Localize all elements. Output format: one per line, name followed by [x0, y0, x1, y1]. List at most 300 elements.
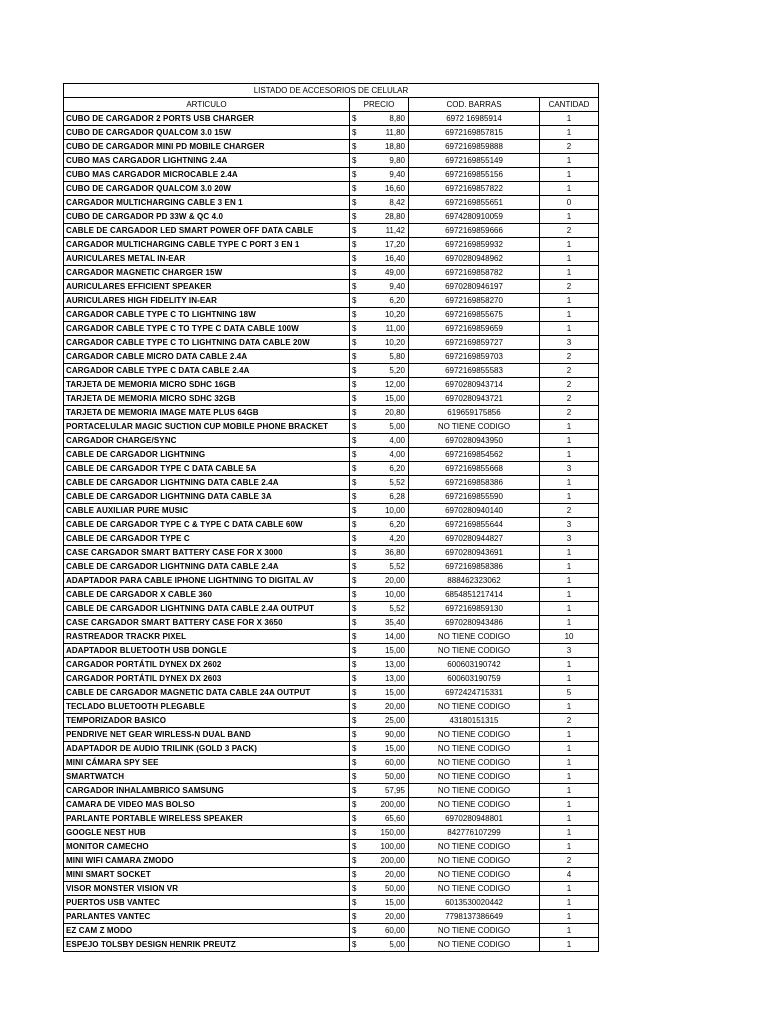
- cell-currency-symbol: $: [350, 434, 364, 448]
- table-row: [64, 476, 599, 490]
- table-row: [64, 280, 599, 294]
- table-row: [64, 112, 599, 126]
- table-row: [64, 840, 599, 854]
- cell-cantidad: 1: [540, 294, 599, 308]
- cell-articulo: PUERTOS USB VANTEC: [64, 896, 350, 910]
- cell-currency-symbol: $: [350, 392, 364, 406]
- table-row: [64, 574, 599, 588]
- cell-precio: 15,00: [364, 686, 409, 700]
- cell-cod-barras: 6854851217414: [409, 588, 540, 602]
- table-row: [64, 784, 599, 798]
- cell-articulo: TARJETA DE MEMORIA IMAGE MATE PLUS 64GB: [64, 406, 350, 420]
- cell-cantidad: 2: [540, 350, 599, 364]
- table-row: [64, 770, 599, 784]
- cell-cod-barras: 6972169858386: [409, 560, 540, 574]
- cell-cod-barras: 6972169855583: [409, 364, 540, 378]
- cell-precio: 5,20: [364, 364, 409, 378]
- cell-precio: 50,00: [364, 882, 409, 896]
- cell-currency-symbol: $: [350, 742, 364, 756]
- cell-cantidad: 3: [540, 532, 599, 546]
- table-row: [64, 504, 599, 518]
- cell-currency-symbol: $: [350, 378, 364, 392]
- cell-precio: 17,20: [364, 238, 409, 252]
- cell-cantidad: 1: [540, 728, 599, 742]
- cell-cantidad: 1: [540, 896, 599, 910]
- cell-precio: 4,00: [364, 434, 409, 448]
- cell-cod-barras: 888462323062: [409, 574, 540, 588]
- cell-cantidad: 1: [540, 700, 599, 714]
- cell-cantidad: 1: [540, 784, 599, 798]
- table-row: [64, 490, 599, 504]
- cell-articulo: MONITOR CAMECHO: [64, 840, 350, 854]
- table-title: LISTADO DE ACCESORIOS DE CELULAR: [64, 84, 599, 98]
- header-articulo: ARTICULO: [64, 98, 350, 112]
- cell-cod-barras: 6972169855149: [409, 154, 540, 168]
- table-row: [64, 224, 599, 238]
- cell-articulo: CARGADOR INHALAMBRICO SAMSUNG: [64, 784, 350, 798]
- cell-currency-symbol: $: [350, 812, 364, 826]
- cell-articulo: TEMPORIZADOR BASICO: [64, 714, 350, 728]
- cell-currency-symbol: $: [350, 546, 364, 560]
- cell-cantidad: 1: [540, 182, 599, 196]
- table-row: [64, 392, 599, 406]
- cell-cod-barras: 619659175856: [409, 406, 540, 420]
- table-row: [64, 420, 599, 434]
- cell-articulo: GOOGLE NEST HUB: [64, 826, 350, 840]
- cell-currency-symbol: $: [350, 210, 364, 224]
- table-row: [64, 350, 599, 364]
- cell-precio: 13,00: [364, 672, 409, 686]
- cell-precio: 12,00: [364, 378, 409, 392]
- table-row: [64, 812, 599, 826]
- cell-cantidad: 1: [540, 812, 599, 826]
- cell-cantidad: 3: [540, 462, 599, 476]
- cell-articulo: CABLE DE CARGADOR X CABLE 360: [64, 588, 350, 602]
- table-row: [64, 168, 599, 182]
- cell-precio: 10,00: [364, 504, 409, 518]
- table-row: [64, 616, 599, 630]
- cell-precio: 13,00: [364, 658, 409, 672]
- cell-precio: 16,40: [364, 252, 409, 266]
- cell-currency-symbol: $: [350, 840, 364, 854]
- cell-articulo: CUBO DE CARGADOR QUALCOM 3.0 15W: [64, 126, 350, 140]
- table-row: [64, 406, 599, 420]
- table-row: [64, 378, 599, 392]
- table-row: [64, 462, 599, 476]
- cell-articulo: CAMARA DE VIDEO MAS BOLSO: [64, 798, 350, 812]
- cell-cod-barras: 6972169855644: [409, 518, 540, 532]
- cell-currency-symbol: $: [350, 308, 364, 322]
- cell-cod-barras: NO TIENE CODIGO: [409, 742, 540, 756]
- cell-precio: 8,42: [364, 196, 409, 210]
- cell-precio: 5,00: [364, 938, 409, 952]
- table-row: [64, 868, 599, 882]
- cell-precio: 15,00: [364, 896, 409, 910]
- table-row: [64, 364, 599, 378]
- table-row: [64, 826, 599, 840]
- cell-articulo: CABLE DE CARGADOR LIGHTNING DATA CABLE 2.4A: [64, 476, 350, 490]
- cell-articulo: SMARTWATCH: [64, 770, 350, 784]
- cell-precio: 14,00: [364, 630, 409, 644]
- cell-precio: 5,52: [364, 560, 409, 574]
- cell-cod-barras: 6970280943950: [409, 434, 540, 448]
- cell-cod-barras: 6970280943714: [409, 378, 540, 392]
- table-row: [64, 294, 599, 308]
- cell-currency-symbol: $: [350, 826, 364, 840]
- table-row: [64, 140, 599, 154]
- cell-cod-barras: NO TIENE CODIGO: [409, 798, 540, 812]
- cell-currency-symbol: $: [350, 868, 364, 882]
- cell-precio: 5,00: [364, 420, 409, 434]
- cell-articulo: CASE CARGADOR SMART BATTERY CASE FOR X 3000: [64, 546, 350, 560]
- cell-currency-symbol: $: [350, 238, 364, 252]
- table-row: [64, 434, 599, 448]
- cell-cantidad: 2: [540, 364, 599, 378]
- cell-cantidad: 1: [540, 322, 599, 336]
- cell-cod-barras: 6970280943486: [409, 616, 540, 630]
- cell-cantidad: 3: [540, 644, 599, 658]
- cell-articulo: CARGADOR MAGNETIC CHARGER 15W: [64, 266, 350, 280]
- cell-cantidad: 1: [540, 420, 599, 434]
- header-precio: PRECIO: [350, 98, 409, 112]
- cell-cod-barras: 6972169859932: [409, 238, 540, 252]
- cell-articulo: TECLADO BLUETOOTH PLEGABLE: [64, 700, 350, 714]
- cell-articulo: RASTREADOR TRACKR PIXEL: [64, 630, 350, 644]
- cell-currency-symbol: $: [350, 154, 364, 168]
- cell-currency-symbol: $: [350, 616, 364, 630]
- cell-cantidad: 1: [540, 826, 599, 840]
- table-row: [64, 182, 599, 196]
- cell-cantidad: 1: [540, 210, 599, 224]
- cell-currency-symbol: $: [350, 602, 364, 616]
- cell-articulo: CARGADOR PORTÁTIL DYNEX DX 2602: [64, 658, 350, 672]
- cell-currency-symbol: $: [350, 196, 364, 210]
- cell-cod-barras: NO TIENE CODIGO: [409, 784, 540, 798]
- cell-cantidad: 1: [540, 756, 599, 770]
- table-row: [64, 644, 599, 658]
- cell-articulo: CABLE DE CARGADOR LIGHTNING DATA CABLE 2.4A OUTPUT: [64, 602, 350, 616]
- cell-currency-symbol: $: [350, 420, 364, 434]
- cell-cod-barras: 6972169858270: [409, 294, 540, 308]
- cell-cod-barras: 6972169855590: [409, 490, 540, 504]
- cell-cantidad: 1: [540, 266, 599, 280]
- cell-precio: 15,00: [364, 392, 409, 406]
- cell-precio: 5,52: [364, 602, 409, 616]
- cell-cod-barras: 6972169855156: [409, 168, 540, 182]
- cell-articulo: AURICULARES METAL IN-EAR: [64, 252, 350, 266]
- cell-articulo: CABLE DE CARGADOR MAGNETIC DATA CABLE 24A OUTPUT: [64, 686, 350, 700]
- cell-currency-symbol: $: [350, 532, 364, 546]
- cell-precio: 6,20: [364, 462, 409, 476]
- cell-precio: 15,00: [364, 742, 409, 756]
- cell-cod-barras: NO TIENE CODIGO: [409, 420, 540, 434]
- cell-cantidad: 3: [540, 336, 599, 350]
- cell-cod-barras: NO TIENE CODIGO: [409, 938, 540, 952]
- cell-currency-symbol: $: [350, 406, 364, 420]
- table-row: [64, 938, 599, 952]
- cell-currency-symbol: $: [350, 518, 364, 532]
- cell-cod-barras: 6972169854562: [409, 448, 540, 462]
- cell-cantidad: 3: [540, 518, 599, 532]
- cell-currency-symbol: $: [350, 350, 364, 364]
- cell-articulo: CUBO MAS CARGADOR LIGHTNING 2.4A: [64, 154, 350, 168]
- cell-articulo: CARGADOR CHARGE/SYNC: [64, 434, 350, 448]
- cell-currency-symbol: $: [350, 630, 364, 644]
- cell-articulo: EZ CAM Z MODO: [64, 924, 350, 938]
- cell-currency-symbol: $: [350, 924, 364, 938]
- cell-precio: 20,00: [364, 910, 409, 924]
- cell-currency-symbol: $: [350, 182, 364, 196]
- cell-articulo: CABLE DE CARGADOR TYPE C & TYPE C DATA CABLE 60W: [64, 518, 350, 532]
- table-row: [64, 518, 599, 532]
- cell-currency-symbol: $: [350, 910, 364, 924]
- table-row: [64, 686, 599, 700]
- accessories-table: [63, 83, 599, 952]
- cell-currency-symbol: $: [350, 588, 364, 602]
- cell-currency-symbol: $: [350, 798, 364, 812]
- cell-currency-symbol: $: [350, 644, 364, 658]
- cell-articulo: CABLE DE CARGADOR LIGHTNING DATA CABLE 2.4A: [64, 560, 350, 574]
- cell-cod-barras: NO TIENE CODIGO: [409, 924, 540, 938]
- cell-cod-barras: 6972169855651: [409, 196, 540, 210]
- cell-cantidad: 2: [540, 224, 599, 238]
- cell-cantidad: 1: [540, 154, 599, 168]
- cell-cod-barras: 6972169857815: [409, 126, 540, 140]
- cell-cantidad: 1: [540, 658, 599, 672]
- cell-cod-barras: NO TIENE CODIGO: [409, 728, 540, 742]
- cell-cantidad: 1: [540, 924, 599, 938]
- cell-cantidad: 1: [540, 490, 599, 504]
- table-row: [64, 196, 599, 210]
- cell-articulo: CUBO DE CARGADOR PD 33W & QC 4.0: [64, 210, 350, 224]
- cell-cantidad: 2: [540, 504, 599, 518]
- cell-precio: 49,00: [364, 266, 409, 280]
- cell-precio: 5,80: [364, 350, 409, 364]
- table-row: [64, 546, 599, 560]
- cell-cantidad: 1: [540, 742, 599, 756]
- cell-precio: 200,00: [364, 798, 409, 812]
- cell-precio: 5,52: [364, 476, 409, 490]
- cell-precio: 60,00: [364, 924, 409, 938]
- cell-cod-barras: 6972169855675: [409, 308, 540, 322]
- cell-articulo: PARLANTES VANTEC: [64, 910, 350, 924]
- cell-currency-symbol: $: [350, 574, 364, 588]
- table-row: [64, 910, 599, 924]
- cell-cod-barras: 6970280943691: [409, 546, 540, 560]
- cell-cod-barras: NO TIENE CODIGO: [409, 630, 540, 644]
- cell-currency-symbol: $: [350, 266, 364, 280]
- cell-cantidad: 1: [540, 574, 599, 588]
- table-row: [64, 560, 599, 574]
- cell-cod-barras: 7798137386649: [409, 910, 540, 924]
- cell-cod-barras: NO TIENE CODIGO: [409, 882, 540, 896]
- cell-precio: 18,80: [364, 140, 409, 154]
- cell-currency-symbol: $: [350, 448, 364, 462]
- cell-precio: 65,60: [364, 812, 409, 826]
- cell-precio: 20,80: [364, 406, 409, 420]
- table-header-row: [64, 98, 599, 112]
- header-cantidad: CANTIDAD: [540, 98, 599, 112]
- cell-cod-barras: 6972 16985914: [409, 112, 540, 126]
- cell-precio: 57,95: [364, 784, 409, 798]
- cell-cod-barras: 6972169859888: [409, 140, 540, 154]
- table-row: [64, 882, 599, 896]
- cell-cantidad: 1: [540, 588, 599, 602]
- table-row: [64, 700, 599, 714]
- cell-precio: 100,00: [364, 840, 409, 854]
- table-title-row: [64, 84, 599, 98]
- cell-articulo: MINI CÁMARA SPY SEE: [64, 756, 350, 770]
- cell-articulo: CUBO MAS CARGADOR MICROCABLE 2.4A: [64, 168, 350, 182]
- cell-cantidad: 1: [540, 168, 599, 182]
- cell-cantidad: 10: [540, 630, 599, 644]
- cell-cod-barras: 6972169859703: [409, 350, 540, 364]
- cell-currency-symbol: $: [350, 112, 364, 126]
- cell-articulo: CARGADOR MULTICHARGING CABLE 3 EN 1: [64, 196, 350, 210]
- cell-articulo: ADAPTADOR PARA CABLE IPHONE LIGHTNING TO DIGITAL AV: [64, 574, 350, 588]
- cell-currency-symbol: $: [350, 728, 364, 742]
- cell-precio: 9,40: [364, 280, 409, 294]
- cell-cod-barras: NO TIENE CODIGO: [409, 644, 540, 658]
- table-row: [64, 126, 599, 140]
- cell-cantidad: 1: [540, 448, 599, 462]
- cell-articulo: CARGADOR CABLE TYPE C TO LIGHTNING DATA CABLE 20W: [64, 336, 350, 350]
- cell-articulo: CASE CARGADOR SMART BATTERY CASE FOR X 3650: [64, 616, 350, 630]
- cell-cod-barras: 6972169859727: [409, 336, 540, 350]
- cell-cantidad: 1: [540, 434, 599, 448]
- table-row: [64, 658, 599, 672]
- cell-currency-symbol: $: [350, 882, 364, 896]
- cell-cod-barras: 6972169855668: [409, 462, 540, 476]
- cell-precio: 60,00: [364, 756, 409, 770]
- cell-cod-barras: 6972169857822: [409, 182, 540, 196]
- table-row: [64, 602, 599, 616]
- cell-currency-symbol: $: [350, 476, 364, 490]
- table-row: [64, 336, 599, 350]
- table-row: [64, 672, 599, 686]
- cell-articulo: CABLE AUXILIAR PURE MUSIC: [64, 504, 350, 518]
- cell-articulo: CARGADOR CABLE TYPE C TO TYPE C DATA CABLE 100W: [64, 322, 350, 336]
- cell-cantidad: 1: [540, 672, 599, 686]
- cell-currency-symbol: $: [350, 140, 364, 154]
- cell-precio: 16,60: [364, 182, 409, 196]
- cell-cantidad: 2: [540, 392, 599, 406]
- cell-cantidad: 1: [540, 252, 599, 266]
- cell-articulo: TARJETA DE MEMORIA MICRO SDHC 16GB: [64, 378, 350, 392]
- cell-cantidad: 4: [540, 868, 599, 882]
- cell-cantidad: 1: [540, 112, 599, 126]
- cell-articulo: ADAPTADOR DE AUDIO TRILINK (GOLD 3 PACK): [64, 742, 350, 756]
- table-row: [64, 756, 599, 770]
- cell-cod-barras: 842776107299: [409, 826, 540, 840]
- cell-articulo: CARGADOR CABLE MICRO DATA CABLE 2.4A: [64, 350, 350, 364]
- cell-articulo: CABLE DE CARGADOR LED SMART POWER OFF DATA CABLE: [64, 224, 350, 238]
- cell-cantidad: 1: [540, 476, 599, 490]
- cell-currency-symbol: $: [350, 252, 364, 266]
- cell-cod-barras: 6972169858782: [409, 266, 540, 280]
- table-row: [64, 896, 599, 910]
- cell-currency-symbol: $: [350, 168, 364, 182]
- cell-cantidad: 1: [540, 840, 599, 854]
- table-row: [64, 924, 599, 938]
- table-row: [64, 630, 599, 644]
- cell-cantidad: 1: [540, 882, 599, 896]
- cell-cod-barras: 6970280946197: [409, 280, 540, 294]
- cell-currency-symbol: $: [350, 490, 364, 504]
- cell-precio: 20,00: [364, 868, 409, 882]
- table-row: [64, 714, 599, 728]
- cell-cantidad: 1: [540, 798, 599, 812]
- cell-cod-barras: NO TIENE CODIGO: [409, 756, 540, 770]
- cell-currency-symbol: $: [350, 336, 364, 350]
- cell-cod-barras: 6972169859659: [409, 322, 540, 336]
- cell-articulo: MINI SMART SOCKET: [64, 868, 350, 882]
- cell-currency-symbol: $: [350, 280, 364, 294]
- cell-articulo: PORTACELULAR MAGIC SUCTION CUP MOBILE PHONE BRACKET: [64, 420, 350, 434]
- cell-articulo: PARLANTE PORTABLE WIRELESS SPEAKER: [64, 812, 350, 826]
- cell-currency-symbol: $: [350, 364, 364, 378]
- cell-articulo: VISOR MONSTER VISION VR: [64, 882, 350, 896]
- cell-precio: 35,40: [364, 616, 409, 630]
- cell-currency-symbol: $: [350, 322, 364, 336]
- cell-currency-symbol: $: [350, 658, 364, 672]
- cell-currency-symbol: $: [350, 784, 364, 798]
- cell-articulo: ADAPTADOR BLUETOOTH USB DONGLE: [64, 644, 350, 658]
- cell-cantidad: 1: [540, 126, 599, 140]
- cell-precio: 20,00: [364, 700, 409, 714]
- cell-currency-symbol: $: [350, 770, 364, 784]
- table-row: [64, 798, 599, 812]
- cell-cantidad: 2: [540, 714, 599, 728]
- table-row: [64, 728, 599, 742]
- table-body: [64, 112, 599, 952]
- table-row: [64, 154, 599, 168]
- cell-precio: 6,20: [364, 294, 409, 308]
- cell-articulo: CUBO DE CARGADOR MINI PD MOBILE CHARGER: [64, 140, 350, 154]
- cell-cantidad: 0: [540, 196, 599, 210]
- cell-cantidad: 2: [540, 854, 599, 868]
- cell-articulo: MINI WIFI CAMARA ZMODO: [64, 854, 350, 868]
- cell-currency-symbol: $: [350, 672, 364, 686]
- cell-currency-symbol: $: [350, 560, 364, 574]
- table-row: [64, 854, 599, 868]
- cell-cantidad: 2: [540, 140, 599, 154]
- cell-cod-barras: NO TIENE CODIGO: [409, 868, 540, 882]
- cell-cod-barras: NO TIENE CODIGO: [409, 770, 540, 784]
- cell-precio: 20,00: [364, 574, 409, 588]
- cell-cod-barras: 600603190759: [409, 672, 540, 686]
- cell-currency-symbol: $: [350, 462, 364, 476]
- cell-currency-symbol: $: [350, 854, 364, 868]
- cell-articulo: CARGADOR MULTICHARGING CABLE TYPE C PORT 3 EN 1: [64, 238, 350, 252]
- cell-articulo: CUBO DE CARGADOR 2 PORTS USB CHARGER: [64, 112, 350, 126]
- cell-articulo: ESPEJO TOLSBY DESIGN HENRIK PREUTZ: [64, 938, 350, 952]
- table-row: [64, 322, 599, 336]
- cell-articulo: TARJETA DE MEMORIA MICRO SDHC 32GB: [64, 392, 350, 406]
- cell-precio: 28,80: [364, 210, 409, 224]
- cell-precio: 150,00: [364, 826, 409, 840]
- cell-cantidad: 5: [540, 686, 599, 700]
- cell-currency-symbol: $: [350, 294, 364, 308]
- cell-cantidad: 1: [540, 616, 599, 630]
- cell-currency-symbol: $: [350, 938, 364, 952]
- cell-precio: 10,20: [364, 308, 409, 322]
- cell-precio: 6,28: [364, 490, 409, 504]
- cell-articulo: AURICULARES EFFICIENT SPEAKER: [64, 280, 350, 294]
- cell-precio: 4,20: [364, 532, 409, 546]
- cell-cod-barras: 6013530020442: [409, 896, 540, 910]
- cell-cod-barras: 6972169859130: [409, 602, 540, 616]
